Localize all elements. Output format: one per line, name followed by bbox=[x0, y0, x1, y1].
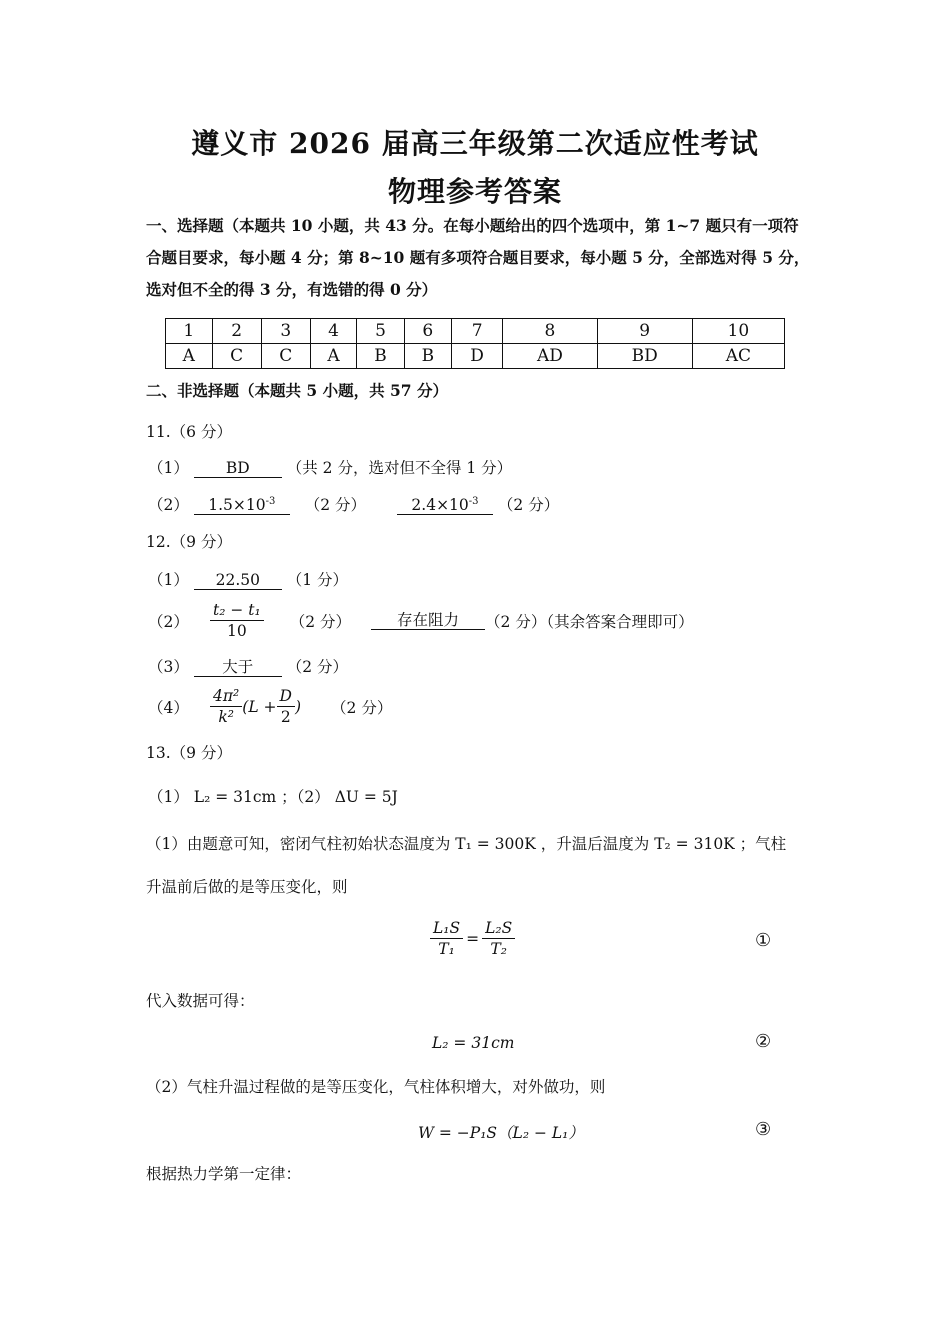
table-cell: D bbox=[451, 344, 502, 369]
q12-part1-answer: 22.50 bbox=[194, 571, 282, 590]
q12-part3 bbox=[148, 655, 348, 677]
q12-part2-answer-b: 存在阻力 bbox=[371, 611, 485, 630]
q12-part4-inner-numerator: D bbox=[277, 686, 295, 707]
table-cell: AC bbox=[692, 344, 784, 369]
q11-part1-label: （1） bbox=[148, 459, 189, 477]
table-cell: B bbox=[357, 344, 404, 369]
page-subtitle: 物理参考答案 bbox=[387, 175, 562, 208]
q11-part2-answer-b-text: 2.4×10 bbox=[411, 496, 469, 515]
q11-part2 bbox=[148, 493, 559, 515]
equation-marker-2: ② bbox=[755, 1031, 772, 1052]
q12-part4-paren-open: (L + bbox=[242, 697, 277, 716]
q11-part2-label: （2） bbox=[148, 496, 189, 515]
table-cell: 4 bbox=[310, 319, 357, 344]
table-cell: C bbox=[261, 344, 310, 369]
q13-eq1-right-numerator: L₂S bbox=[482, 918, 515, 939]
equation-marker-1: ① bbox=[755, 930, 772, 951]
q13-solution1-line1: （1）由题意可知，密闭气柱初始状态温度为 T₁ = 300K ，升温后温度为 T₂ = 310K ；气柱 bbox=[146, 835, 787, 853]
q12-part4-label: （4） bbox=[148, 698, 189, 717]
q13-eq1-right-denominator: T₂ bbox=[490, 940, 507, 958]
q12-part2-denominator: 10 bbox=[227, 622, 247, 640]
table-cell: 10 bbox=[692, 319, 784, 344]
q13-solution1-line2: 升温前后做的是等压变化，则 bbox=[146, 878, 348, 896]
q13-eq1-left-fraction bbox=[430, 918, 463, 959]
q11-part1-note: （共 2 分，选对但不全得 1 分） bbox=[286, 459, 513, 477]
answer-table-answers-row bbox=[166, 344, 785, 369]
table-cell: 9 bbox=[597, 319, 692, 344]
table-cell: 5 bbox=[357, 319, 404, 344]
answer-table bbox=[165, 318, 785, 369]
q11-header: 11.（6 分） bbox=[146, 423, 232, 441]
q12-part3-label: （3） bbox=[148, 658, 189, 676]
table-cell: A bbox=[166, 344, 213, 369]
q11-part2-exponent-a: -3 bbox=[265, 496, 276, 507]
q13-equation2: L₂ = 31cm bbox=[432, 1034, 515, 1052]
q12-part4-inner-fraction bbox=[277, 686, 295, 727]
q12-part4-denominator: k² bbox=[218, 708, 234, 726]
section2-heading: 二、非选择题（本题共 5 小题，共 57 分） bbox=[146, 381, 448, 400]
q11-part2-exponent-b: -3 bbox=[468, 496, 479, 507]
q11-part2-score-b: （2 分） bbox=[497, 496, 560, 515]
q12-part2-label: （2） bbox=[148, 612, 189, 631]
q12-part2 bbox=[148, 600, 694, 641]
section1-line1: 一、选择题（本题共 10 小题，共 43 分。在每小题给出的四个选项中，第 1~7 题只有一项符 bbox=[146, 216, 799, 235]
table-cell: 1 bbox=[166, 319, 213, 344]
q12-part1-score: （1 分） bbox=[286, 571, 349, 589]
q12-part2-score-b: （2 分）（其余答案合理即可） bbox=[485, 612, 694, 631]
q12-part3-answer: 大于 bbox=[194, 658, 282, 677]
q13-eq1-left-denominator: T₁ bbox=[438, 940, 455, 958]
page-title: 遵义市 2026 届高三年级第二次适应性考试 bbox=[191, 127, 759, 160]
q13-solution-step2: 代入数据可得： bbox=[146, 992, 255, 1010]
q12-part2-numerator: t₂ − t₁ bbox=[210, 600, 264, 621]
table-cell: 8 bbox=[503, 319, 597, 344]
q13-header: 13.（9 分） bbox=[146, 744, 232, 762]
q13-equation3: W = −P₁S（L₂ − L₁） bbox=[418, 1124, 584, 1142]
table-cell: 6 bbox=[404, 319, 451, 344]
q12-part4-paren-close: ) bbox=[294, 697, 302, 716]
q13-eq1-left-numerator: L₁S bbox=[430, 918, 463, 939]
equation-marker-3: ③ bbox=[755, 1119, 772, 1140]
table-cell: 2 bbox=[212, 319, 261, 344]
table-cell: AD bbox=[503, 344, 597, 369]
q11-part2-score-a: （2 分） bbox=[304, 496, 367, 515]
table-cell: A bbox=[310, 344, 357, 369]
q11-part2-answer-a bbox=[194, 493, 290, 515]
q12-part4-numerator: 4π² bbox=[210, 686, 242, 707]
table-cell: B bbox=[404, 344, 451, 369]
q12-part4-score: （2 分） bbox=[331, 698, 393, 717]
q13-equation1 bbox=[430, 918, 515, 959]
q13-eq1-right-fraction bbox=[482, 918, 515, 959]
q11-part1 bbox=[148, 456, 512, 478]
q13-solution-step4: 根据热力学第一定律： bbox=[146, 1165, 302, 1183]
q12-part3-score: （2 分） bbox=[286, 658, 349, 676]
q13-eq1-equals: = bbox=[466, 929, 480, 948]
q12-part4 bbox=[148, 686, 392, 727]
section1-line2: 合题目要求，每小题 4 分；第 8~10 题有多项符合题目要求，每小题 5 分，全部选对得 5 分， bbox=[146, 248, 810, 267]
q12-part2-fraction bbox=[210, 600, 264, 641]
q13-summary: （1） L₂ = 31cm ；（2） ΔU = 5J bbox=[148, 788, 398, 806]
q11-part2-answer-b bbox=[397, 493, 493, 515]
table-cell: C bbox=[212, 344, 261, 369]
section1-line3: 选对但不全的得 3 分，有选错的得 0 分） bbox=[146, 280, 438, 299]
answer-table-numbers-row bbox=[166, 319, 785, 344]
q11-part2-answer-a-text: 1.5×10 bbox=[208, 496, 266, 515]
q12-part2-score: （2 分） bbox=[289, 612, 352, 631]
q12-part1-label: （1） bbox=[148, 571, 189, 589]
q11-part1-answer: BD bbox=[194, 459, 282, 478]
q12-part4-inner-denominator: 2 bbox=[280, 708, 291, 726]
q12-part4-fraction bbox=[210, 686, 242, 727]
q13-solution2-line: （2）气柱升温过程做的是等压变化，气柱体积增大，对外做功，则 bbox=[146, 1078, 606, 1096]
table-cell: BD bbox=[597, 344, 692, 369]
q12-header: 12.（9 分） bbox=[146, 533, 232, 551]
table-cell: 7 bbox=[451, 319, 502, 344]
table-cell: 3 bbox=[261, 319, 310, 344]
q12-part1 bbox=[148, 568, 348, 590]
